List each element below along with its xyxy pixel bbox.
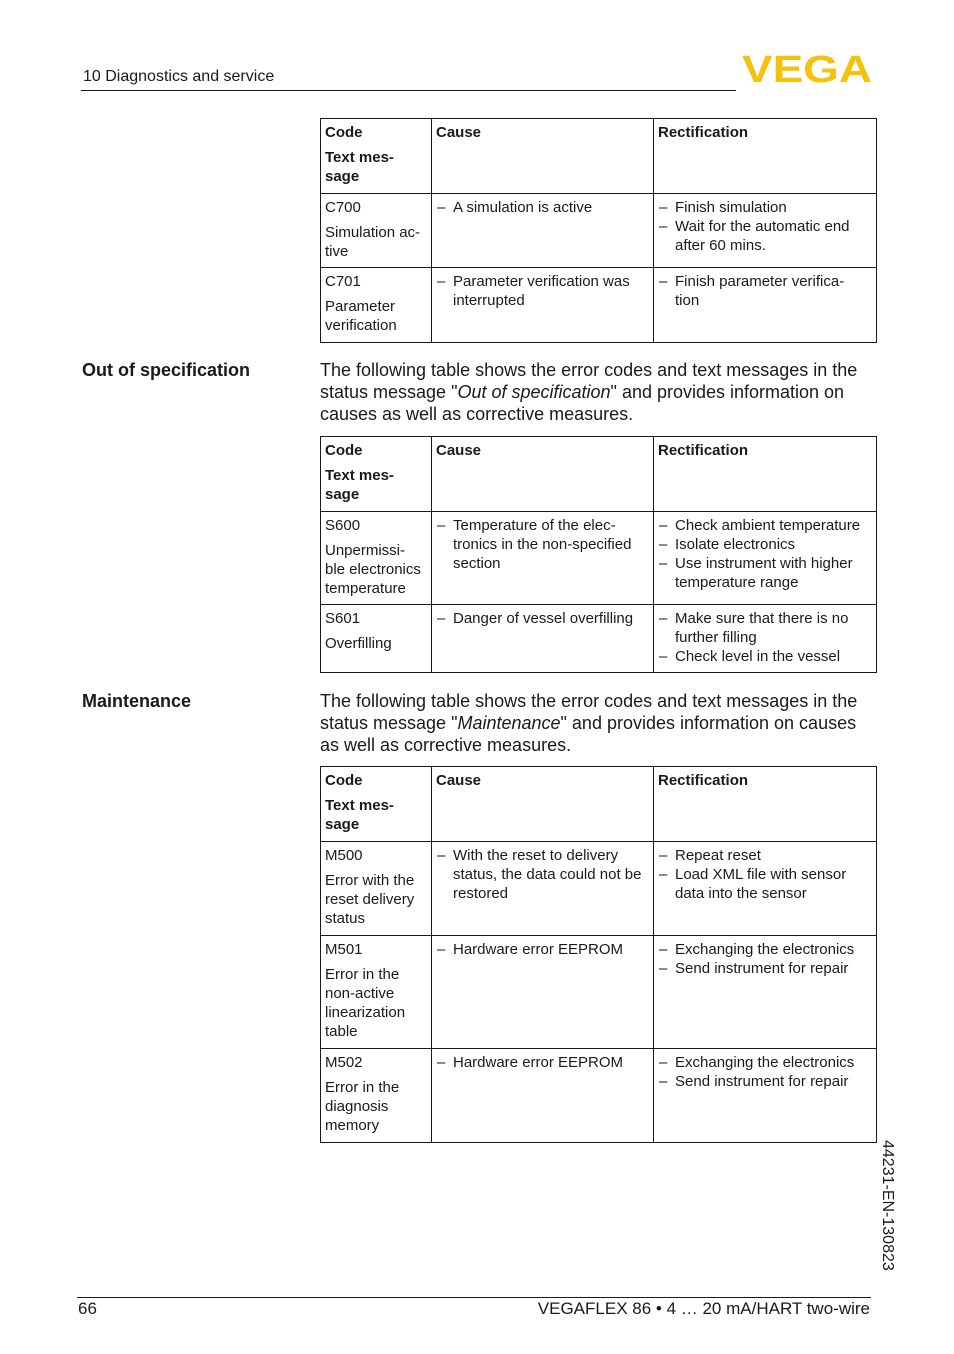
table-row: [321, 268, 877, 343]
text-message: Overfilling: [325, 635, 392, 652]
header-code-cell: Code Text mes- sage: [321, 767, 432, 842]
rectification-item: – Finish simulation: [658, 198, 872, 217]
cause-item: – Hardware error EEPROM: [436, 940, 649, 959]
rectification-item: – Check ambient temperature: [658, 516, 872, 535]
code-cell: [321, 936, 432, 1049]
table-row: [321, 194, 877, 268]
cause-item: – Parameter verification was interrupted: [436, 272, 649, 310]
cause-cell: [432, 268, 654, 343]
section-header: 10 Diagnostics and service: [83, 68, 275, 85]
rectification-item: – Use instrument with higher temperature range: [658, 554, 872, 592]
table-row: [321, 512, 877, 605]
cause-item: – Hardware error EEPROM: [436, 1053, 649, 1072]
cause-item: – Temperature of the elec- tronics in the non-specified section: [436, 516, 649, 573]
rectification-item: – Wait for the automatic end after 60 mins.: [658, 217, 872, 255]
out-of-spec-description: The following table shows the error codes and text messages in the status message "Out of specification" and provides information on causes as well as corrective measures.: [320, 360, 858, 424]
vega-logo: [742, 52, 872, 84]
error-code: S601: [325, 610, 361, 627]
page-number: 66: [78, 1299, 97, 1318]
cause-cell: [432, 605, 654, 673]
header-divider: [81, 90, 736, 91]
cause-item: – With the reset to delivery status, the data could not be restored: [436, 846, 649, 903]
text-message: Error in the non-active linearization table: [325, 966, 406, 1040]
rectification-list: [658, 846, 872, 903]
header-rectification: Rectification: [654, 437, 877, 512]
header-cause: Cause: [432, 119, 654, 194]
error-table-maintenance: [320, 766, 877, 1143]
cause-list: [436, 609, 649, 628]
text-message: Error with the reset delivery status: [325, 872, 415, 927]
code-cell: [321, 268, 432, 343]
rectification-cell: [654, 268, 877, 343]
rectification-item: – Exchanging the electronics: [658, 940, 872, 959]
rectification-item: – Repeat reset: [658, 846, 872, 865]
rectification-list: [658, 198, 872, 255]
document-id: 44231-EN-130823: [879, 1140, 896, 1271]
rectification-list: [658, 272, 872, 310]
rectification-item: – Send instrument for repair: [658, 959, 872, 978]
cause-item: – Danger of vessel overfilling: [436, 609, 649, 628]
rectification-item: – Finish parameter verifica- tion: [658, 272, 872, 310]
code-cell: [321, 512, 432, 605]
cause-list: [436, 1053, 649, 1072]
rectification-list: [658, 1053, 872, 1091]
table-row: [321, 842, 877, 936]
error-code: S600: [325, 517, 361, 534]
rectification-list: [658, 940, 872, 978]
rectification-cell: [654, 194, 877, 268]
error-table-out-of-specification: [320, 436, 877, 673]
rectification-cell: [654, 512, 877, 605]
code-cell: [321, 605, 432, 673]
error-table-function-check: [320, 118, 877, 343]
cause-cell: [432, 1049, 654, 1143]
table-row: [321, 936, 877, 1049]
vega-logo-text: VEGA: [742, 52, 872, 84]
text-message: Unpermissi- ble electronics temperature: [325, 542, 421, 597]
error-code: M500: [325, 847, 363, 864]
cause-item: – A simulation is active: [436, 198, 649, 217]
header-rectification: Rectification: [654, 119, 877, 194]
error-code: C701: [325, 273, 361, 290]
error-code: M502: [325, 1054, 363, 1071]
header-cause: Cause: [432, 767, 654, 842]
rectification-item: – Isolate electronics: [658, 535, 872, 554]
rectification-item: – Send instrument for repair: [658, 1072, 872, 1091]
cause-list: [436, 940, 649, 959]
error-code: C700: [325, 199, 361, 216]
cause-cell: [432, 936, 654, 1049]
error-code: M501: [325, 941, 363, 958]
code-cell: [321, 1049, 432, 1143]
cause-list: [436, 198, 649, 217]
header-code-cell: Code Text mes- sage: [321, 119, 432, 194]
rectification-item: – Make sure that there is no further filling: [658, 609, 872, 647]
rectification-list: [658, 609, 872, 666]
rectification-item: – Check level in the vessel: [658, 647, 872, 666]
rectification-cell: [654, 605, 877, 673]
cause-cell: [432, 194, 654, 268]
heading-out-of-specification: Out of specification: [82, 360, 251, 380]
header-code-cell: Code Text mes- sage: [321, 437, 432, 512]
cause-cell: [432, 842, 654, 936]
text-message: Simulation ac- tive: [325, 224, 421, 260]
cause-list: [436, 516, 649, 573]
heading-maintenance: Maintenance: [82, 691, 192, 711]
rectification-item: – Exchanging the electronics: [658, 1053, 872, 1072]
product-name: VEGAFLEX 86 • 4 … 20 mA/HART two-wire: [537, 1299, 870, 1318]
footer-divider: [77, 1297, 871, 1298]
rectification-list: [658, 516, 872, 592]
cause-list: [436, 846, 649, 903]
table-row: [321, 1049, 877, 1143]
text-message: Error in the diagnosis memory: [325, 1079, 400, 1134]
rectification-cell: [654, 842, 877, 936]
text-message: Parameter verification: [325, 298, 397, 334]
table-row: [321, 605, 877, 673]
code-cell: [321, 842, 432, 936]
header-rectification: Rectification: [654, 767, 877, 842]
header-cause: Cause: [432, 437, 654, 512]
rectification-item: – Load XML file with sensor data into the sensor: [658, 865, 872, 903]
rectification-cell: [654, 1049, 877, 1143]
cause-cell: [432, 512, 654, 605]
cause-list: [436, 272, 649, 310]
maintenance-description: The following table shows the error codes and text messages in the status message "Maintenance" and provides information on causes as well as corrective measures.: [320, 691, 858, 755]
code-cell: [321, 194, 432, 268]
rectification-cell: [654, 936, 877, 1049]
